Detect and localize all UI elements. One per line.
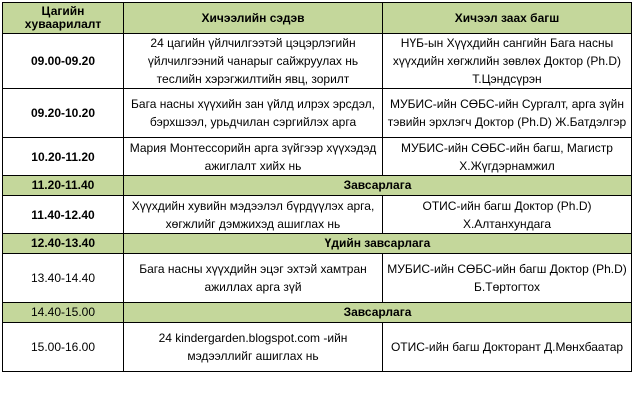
teacher-cell: МУБИС-ийн СӨБС-ийн багш Доктор (Ph.D) Б.Төртогтох bbox=[383, 254, 632, 303]
table-row bbox=[3, 89, 632, 138]
time-cell: 10.20-11.20 bbox=[3, 138, 124, 176]
time-cell: 11.40-12.40 bbox=[3, 196, 124, 234]
subject-cell: Мария Монтессорийн арга зүйгээр хүүхэдэд ажиглалт хийх нь bbox=[124, 138, 383, 176]
teacher-cell: НҮБ-ын Хүүхдийн сангийн Бага насны хүүхдийн хөгжлийн зөвлөх Доктор (Ph.D) Т.Цэндсүрэн bbox=[383, 34, 632, 89]
subject-cell: 24 kindergarden.blogspot.com -ийн мэдээллийг ашиглах нь bbox=[124, 323, 383, 372]
break-label: Завсарлага bbox=[124, 303, 632, 323]
time-cell: 14.40-15.00 bbox=[3, 303, 124, 323]
header-time: Цагийн хуваарилалт bbox=[3, 3, 124, 34]
break-label: Үдийн завсарлага bbox=[124, 234, 632, 254]
table-row bbox=[3, 196, 632, 234]
header-row bbox=[3, 3, 632, 34]
time-cell: 13.40-14.40 bbox=[3, 254, 124, 303]
teacher-cell: ОТИС-ийн багш Докторант Д.Мөнхбаатар bbox=[383, 323, 632, 372]
break-row bbox=[3, 176, 632, 196]
table-row bbox=[3, 323, 632, 372]
time-cell: 09.00-09.20 bbox=[3, 34, 124, 89]
table-row bbox=[3, 254, 632, 303]
table-row bbox=[3, 34, 632, 89]
break-row bbox=[3, 234, 632, 254]
subject-cell: Бага насны хүүхдийн эцэг эхтэй хамтран ажиллах арга зүй bbox=[124, 254, 383, 303]
header-subject: Хичээлийн сэдэв bbox=[124, 3, 383, 34]
table-row bbox=[3, 138, 632, 176]
subject-cell: 24 цагийн үйлчилгээтэй цэцэрлэгийн үйлчилгээний чанарыг сайжруулах нь теслийн хэрэгжилтийн явц, зорилт bbox=[124, 34, 383, 89]
header-teacher: Хичээл заах багш bbox=[383, 3, 632, 34]
time-cell: 15.00-16.00 bbox=[3, 323, 124, 372]
time-cell: 12.40-13.40 bbox=[3, 234, 124, 254]
teacher-cell: ОТИС-ийн багш Доктор (Ph.D) Х.Алтанхундага bbox=[383, 196, 632, 234]
time-cell: 09.20-10.20 bbox=[3, 89, 124, 138]
teacher-cell: МУБИС-ийн СӨБС-ийн багш, Магистр Х.Жүгдэрнамжил bbox=[383, 138, 632, 176]
teacher-cell: МУБИС-ийн СӨБС-ийн Сургалт, арга зүйн тэвийн эрхлэгч Доктор (Ph.D) Ж.Батдэлгэр bbox=[383, 89, 632, 138]
break-row bbox=[3, 303, 632, 323]
subject-cell: Хүүхдийн хувийн мэдээлэл бүрдүүлэх арга, хөгжлийг дэмжихэд ашиглах нь bbox=[124, 196, 383, 234]
break-label: Завсарлага bbox=[124, 176, 632, 196]
schedule-table bbox=[2, 2, 632, 372]
time-cell: 11.20-11.40 bbox=[3, 176, 124, 196]
subject-cell: Бага насны хүүхийн зан үйлд илрэх эрсдэл, бэрхшээл, урьдчилан сэргийлэх арга bbox=[124, 89, 383, 138]
